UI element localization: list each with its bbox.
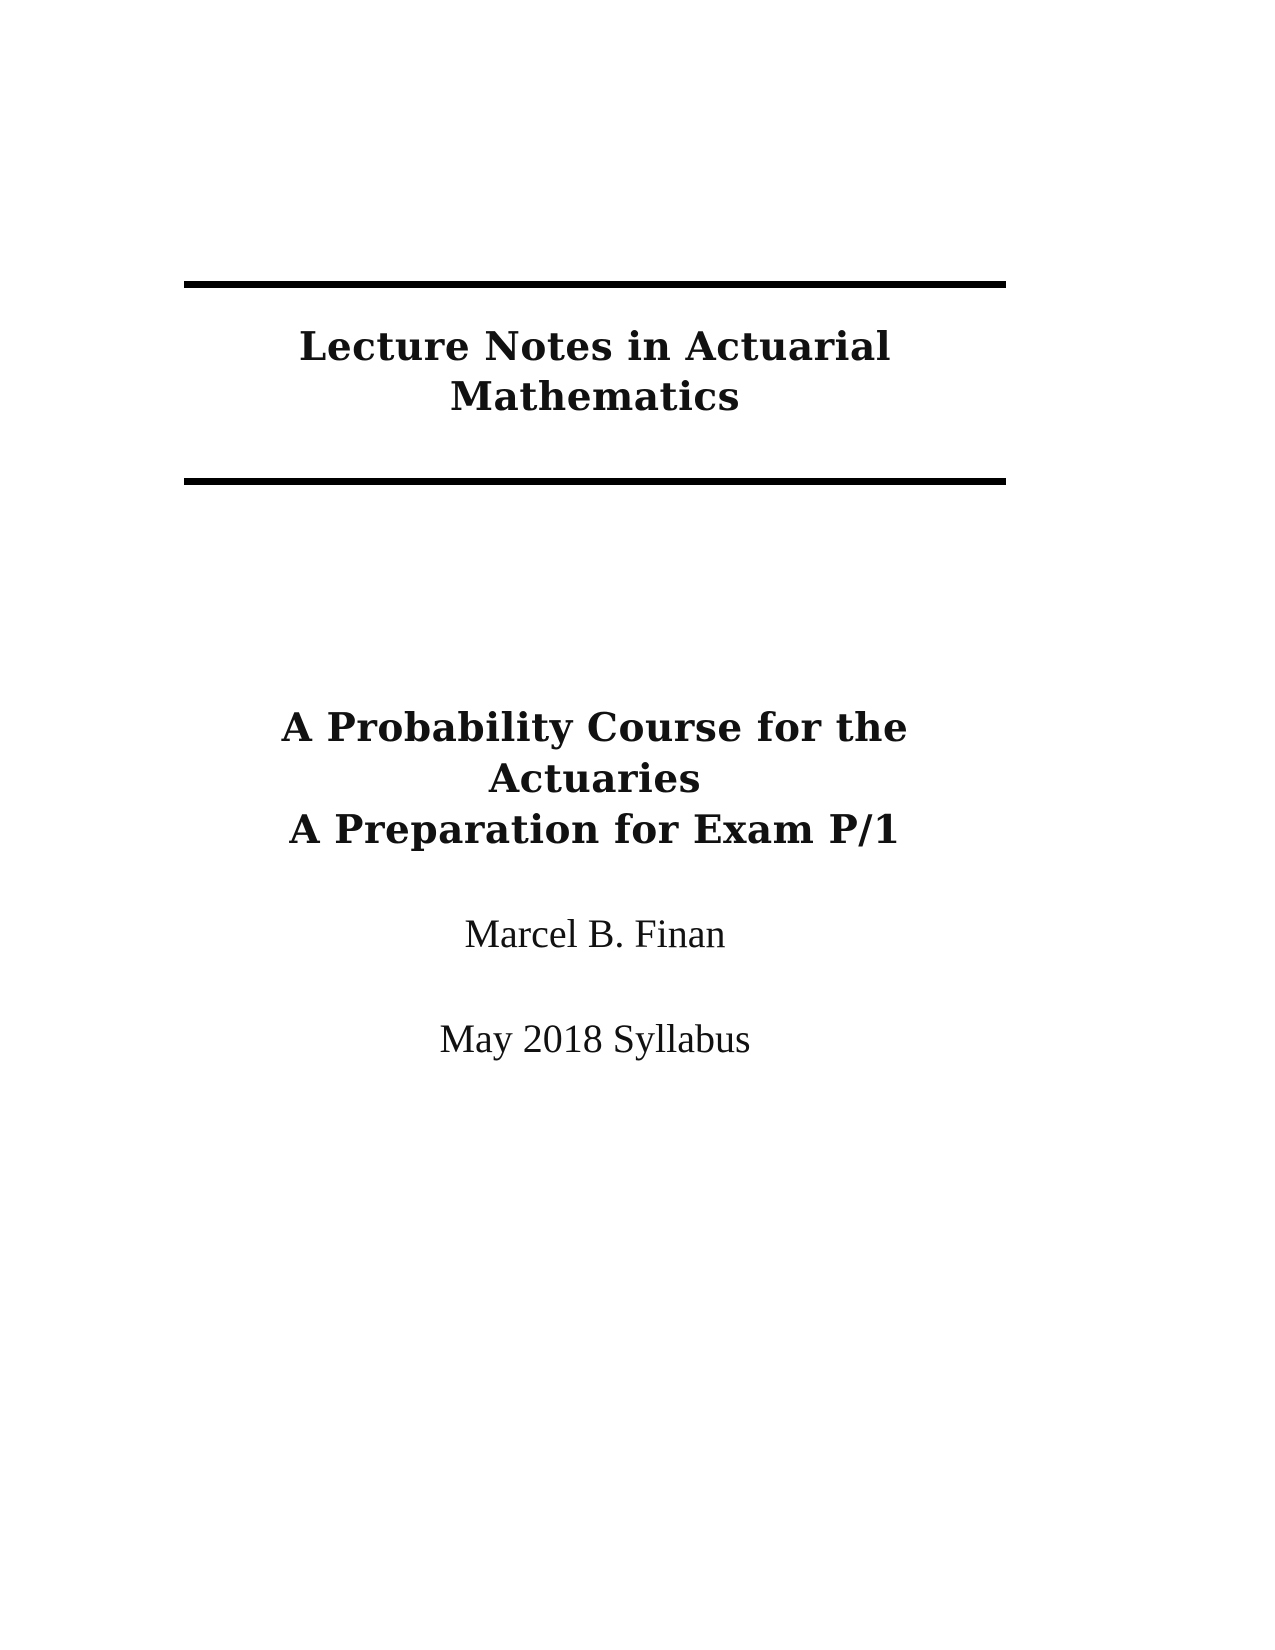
top-rule — [184, 281, 1006, 288]
series-title-line-2: Mathematics — [449, 374, 741, 420]
author-name: Marcel B. Finan — [464, 911, 726, 956]
book-title-line-2: Actuaries — [488, 756, 702, 802]
book-title-line-1: A Probability Course for the — [281, 705, 909, 751]
book-subtitle: A Preparation for Exam P/1 — [289, 807, 901, 853]
series-title-line-1: Lecture Notes in Actuarial — [298, 324, 892, 370]
series-title — [184, 322, 1006, 422]
edition-date: May 2018 Syllabus — [439, 1016, 751, 1061]
book-title — [184, 703, 1006, 856]
bottom-rule — [184, 478, 1006, 485]
